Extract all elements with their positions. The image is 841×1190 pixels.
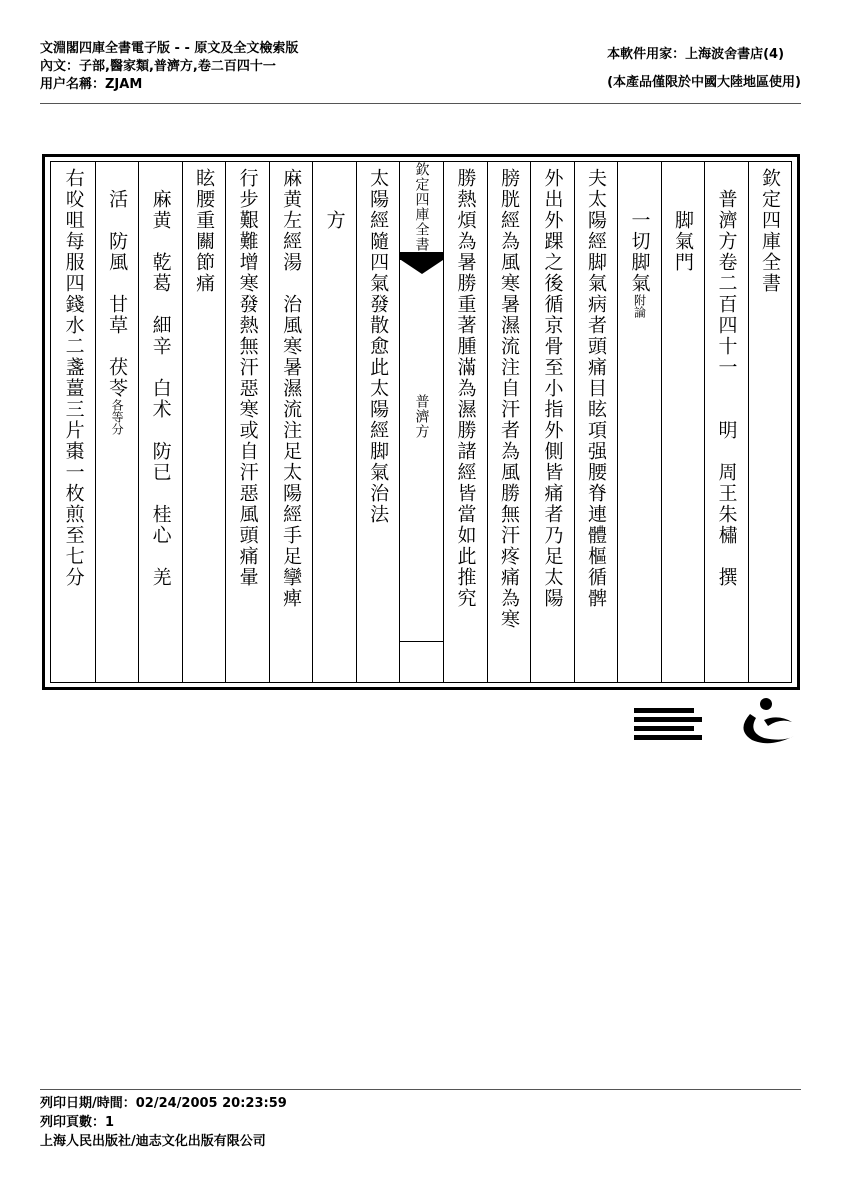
publisher-logo-icon — [634, 706, 706, 744]
column-text: 活 防風 甘草 茯苓 — [106, 168, 129, 399]
header-right — [607, 46, 801, 102]
publisher-line: 上海人民出版社/迪志文化出版有限公司 — [40, 1134, 266, 1149]
header-region-note: (本產品僅限於中國大陸地區使用) — [607, 75, 801, 90]
text-column — [51, 162, 95, 682]
column-text: 一切脚氣 — [628, 168, 651, 294]
interlinear-note: 各等分 — [110, 399, 125, 435]
text-column — [617, 162, 661, 682]
header-rule — [40, 103, 801, 104]
column-text: 眩腰重關節痛 — [193, 168, 216, 294]
column-text: 方 — [323, 168, 346, 231]
column-text: 右㕮咀每服四錢水二盞薑三片棗一枚煎至七分 — [62, 168, 85, 588]
text-column — [95, 162, 139, 682]
page-frame — [42, 154, 800, 690]
column-text: 麻黄左經湯 治風寒暑濕流注足太陽經手足攣痺 — [280, 168, 303, 609]
column-text: 外出外踝之後循京骨至小指外側皆痛者乃足太陽 — [541, 168, 564, 609]
fold-book-title: 欽定四庫全書 — [413, 162, 430, 252]
text-column — [530, 162, 574, 682]
header-username: 用户名稱：ZJAM — [40, 77, 143, 92]
column-text: 脚氣門 — [672, 168, 694, 273]
text-column — [269, 162, 313, 682]
column-text: 勝熱煩為暑勝重著腫滿為濕勝諸經皆當如此推究 — [454, 168, 477, 609]
text-column — [182, 162, 226, 682]
text-columns — [50, 161, 792, 683]
text-column — [356, 162, 400, 682]
print-page-count: 列印頁數：1 — [40, 1115, 115, 1130]
text-column — [443, 162, 487, 682]
text-column — [748, 162, 792, 682]
digital-heritage-logo-icon — [730, 696, 802, 748]
column-text: 麻黄 乾葛 細辛 白术 防已 桂心 羌 — [149, 168, 172, 588]
column-text: 夫太陽經脚氣病者頭痛目眩項强腰脊連體樞循髀 — [585, 168, 607, 609]
column-text: 行步艱難增寒發熱無汗惡寒或自汗惡風頭痛暈 — [236, 168, 259, 588]
header-content-path: 內文：子部,醫家類,普濟方,卷二百四十一 — [40, 59, 276, 74]
center-fold-column — [399, 162, 443, 682]
text-column — [225, 162, 269, 682]
header-title: 文淵閣四庫全書電子版 - - 原文及全文檢索版 — [40, 41, 299, 56]
column-text: 欽定四庫全書 — [759, 168, 781, 294]
text-column — [574, 162, 618, 682]
fold-separator — [400, 641, 443, 642]
text-column — [704, 162, 748, 682]
interlinear-note: 附論 — [632, 294, 647, 318]
column-text: 普濟方卷二百四十一 明 周王朱橚 撰 — [715, 168, 738, 588]
text-column — [138, 162, 182, 682]
text-column — [661, 162, 705, 682]
fold-volume-title: 普濟方 — [413, 394, 430, 439]
footer — [40, 1094, 287, 1151]
header-licensee: 本軟件用家：上海波舍書店(4) — [607, 47, 785, 62]
fold-black-bar — [400, 252, 443, 260]
print-datetime: 列印日期/時間：02/24/2005 20:23:59 — [40, 1096, 287, 1111]
header-left — [40, 40, 298, 94]
fish-tail-mark-icon — [401, 260, 443, 274]
text-column — [487, 162, 531, 682]
column-text: 膀胱經為風寒暑濕流注自汗者為風勝無汗疼痛為寒 — [498, 168, 520, 630]
text-column — [312, 162, 356, 682]
footer-rule — [40, 1089, 801, 1090]
column-text: 太陽經隨四氣發散愈此太陽經脚氣治法 — [367, 168, 390, 525]
